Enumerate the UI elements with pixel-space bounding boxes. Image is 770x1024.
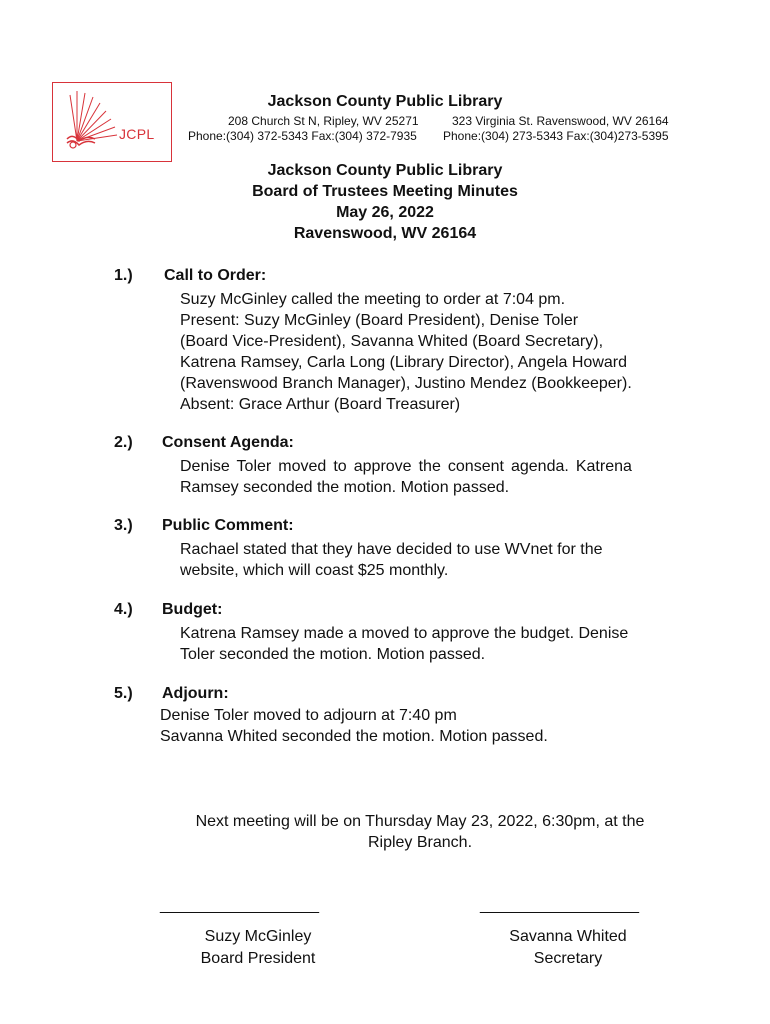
- item-number: 2.): [114, 434, 133, 451]
- body-line: (Ravenswood Branch Manager), Justino Mendez (Bookkeeper).: [180, 375, 632, 392]
- signer-name: Savanna Whited: [509, 928, 627, 945]
- ravenswood-phones: Phone:(304) 273-5343 Fax:(304)273-5395: [443, 129, 669, 143]
- item-heading-public-comment: Public Comment:: [162, 517, 294, 534]
- body-line: Katrena Ramsey, Carla Long (Library Director), Angela Howard: [180, 354, 628, 371]
- body-line: Absent: Grace Arthur (Board Treasurer): [180, 396, 461, 413]
- signature-block-president: [170, 926, 346, 970]
- body-line: Denise Toler moved to approve the consent agenda. Katrena: [180, 458, 632, 475]
- organization-name: Jackson County Public Library: [267, 93, 503, 110]
- signer-role: Board President: [200, 950, 316, 967]
- item-number: 5.): [114, 685, 133, 702]
- item-heading-consent-agenda: Consent Agenda:: [162, 434, 294, 451]
- item-body-adjourn: [160, 705, 680, 747]
- document-title-date: May 26, 2022: [336, 204, 434, 221]
- signature-line-secretary: ____________________: [480, 897, 638, 914]
- item-body-budget: [180, 623, 700, 665]
- ripley-address: 208 Church St N, Ripley, WV 25271: [228, 114, 419, 128]
- ravenswood-address: 323 Virginia St. Ravenswood, WV 26164: [452, 114, 669, 128]
- logo-text: JCPL: [119, 126, 155, 142]
- next-meeting-line: Ripley Branch.: [367, 834, 473, 851]
- item-number: 1.): [114, 267, 133, 284]
- signer-role: Secretary: [533, 950, 603, 967]
- body-line: Katrena Ramsey made a moved to approve the budget. Denise: [180, 625, 629, 642]
- signature-block-secretary: [478, 926, 658, 970]
- next-meeting-line: Next meeting will be on Thursday May 23, 2022, 6:30pm, at the: [195, 813, 645, 830]
- item-body-public-comment: [180, 539, 700, 581]
- item-heading-call-to-order: Call to Order:: [164, 267, 267, 284]
- item-number: 4.): [114, 601, 133, 618]
- next-meeting-note: [140, 811, 700, 853]
- body-line: Savanna Whited seconded the motion. Motion passed.: [160, 728, 548, 745]
- ripley-phones: Phone:(304) 372-5343 Fax:(304) 372-7935: [188, 129, 417, 143]
- signer-name: Suzy McGinley: [204, 928, 312, 945]
- body-line: Present: Suzy McGinley (Board President), Denise Toler: [180, 312, 579, 329]
- item-number: 3.): [114, 517, 133, 534]
- document-title-library: Jackson County Public Library: [267, 162, 503, 179]
- signature-line-president: ____________________: [160, 897, 318, 914]
- document-title-location: Ravenswood, WV 26164: [293, 225, 477, 242]
- body-line: Suzy McGinley called the meeting to order at 7:04 pm.: [180, 291, 566, 308]
- body-line: website, which will coast $25 monthly.: [180, 562, 449, 579]
- body-line: Rachael stated that they have decided to use WVnet for the: [180, 541, 603, 558]
- library-logo: [52, 82, 172, 162]
- body-line: Ramsey seconded the motion. Motion passed.: [180, 479, 510, 496]
- document-title-minutes: Board of Trustees Meeting Minutes: [252, 183, 518, 200]
- item-body-call-to-order: [180, 289, 700, 415]
- item-heading-adjourn: Adjourn:: [162, 685, 229, 702]
- body-line: (Board Vice-President), Savanna Whited (Board Secretary),: [180, 333, 604, 350]
- body-line: Denise Toler moved to adjourn at 7:40 pm: [160, 707, 457, 724]
- item-body-consent-agenda: [180, 456, 700, 498]
- open-book-rays-icon: [53, 83, 173, 163]
- item-heading-budget: Budget:: [162, 601, 223, 618]
- body-line: Toler seconded the motion. Motion passed.: [180, 646, 486, 663]
